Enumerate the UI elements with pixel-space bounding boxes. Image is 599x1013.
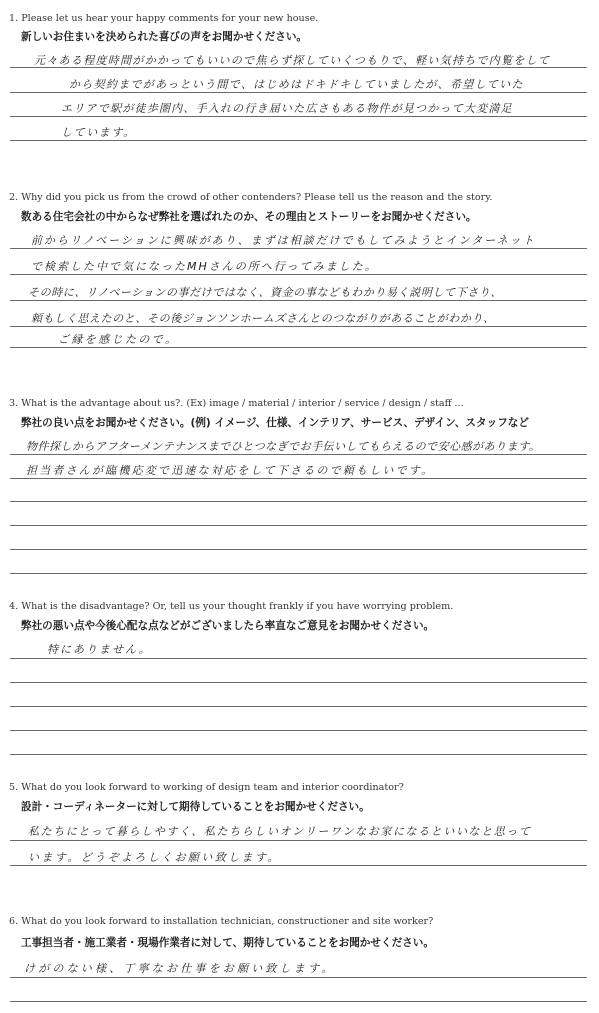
answer-4-line-1: 特にありません。 bbox=[47, 643, 152, 656]
ruled-line bbox=[10, 140, 587, 141]
answer-5-line-1: 私たちにとって暮らしやすく、私たちらしいオンリーワンなお家になるといいなと思って bbox=[28, 825, 532, 838]
answer-2-line-3: その時に、リノベーションの事だけではなく、資金の事などもわかり易く説明して下さり、 bbox=[28, 286, 503, 299]
question-6-japanese: 工事担当者・施工業者・現場作業者に対して、期待していることをお聞かせください。 bbox=[21, 937, 434, 949]
ruled-line bbox=[10, 478, 587, 479]
ruled-line bbox=[10, 300, 587, 301]
question-1-japanese: 新しいお住まいを決められた喜びの声をお聞かせください。 bbox=[21, 31, 308, 43]
answer-1-line-2: から契約までがあっという間で、はじめはドキドキしていましたが、希望していた bbox=[69, 78, 524, 91]
ruled-line bbox=[10, 549, 587, 550]
question-1-english: 1. Please let us hear your happy comments for your new house. bbox=[9, 13, 319, 24]
question-6-english: 6. What do you look forward to installation technician, constructioner and site worker? bbox=[9, 916, 434, 927]
question-4-japanese: 弊社の悪い点や今後心配な点などがございましたら率直なご意見をお聞かせください。 bbox=[21, 620, 435, 632]
answer-1-line-1: 元々ある程度時間がかかってもいいので焦らず探していくつもりで、軽い気持ちで内覧をして bbox=[34, 54, 551, 67]
ruled-line bbox=[10, 573, 587, 574]
ruled-line bbox=[10, 525, 587, 526]
ruled-line bbox=[10, 347, 587, 348]
question-3-english: 3. What is the advantage about us?. (Ex) image / material / interior / service / design / staff ... bbox=[9, 398, 464, 409]
ruled-line bbox=[10, 865, 587, 866]
ruled-line bbox=[10, 730, 587, 731]
ruled-line bbox=[10, 248, 587, 249]
ruled-line bbox=[10, 454, 587, 455]
ruled-line bbox=[10, 977, 587, 978]
ruled-line bbox=[10, 67, 587, 68]
ruled-line bbox=[10, 326, 587, 327]
answer-2-line-2: で検索した中で気になったMHさんの所へ行ってみました。 bbox=[31, 260, 378, 273]
ruled-line bbox=[10, 274, 587, 275]
answer-1-line-3: エリアで駅が徒歩圏内、手入れの行き届いた広さもある物件が見つかって大変満足 bbox=[61, 102, 513, 115]
answer-2-line-1: 前からリノベーションに興味があり、まずは相談だけでもしてみようとインターネット bbox=[31, 234, 536, 247]
ruled-line bbox=[10, 1001, 587, 1002]
question-5-japanese: 設計・コーディネーターに対して期待していることをお聞かせください。 bbox=[21, 801, 370, 813]
ruled-line bbox=[10, 840, 587, 841]
answer-1-line-4: しています。 bbox=[61, 126, 136, 139]
ruled-line bbox=[10, 754, 587, 755]
question-3-japanese: 弊社の良い点をお聞かせください。(例) イメージ、仕様、インテリア、サービス、デザイン、スタッフなど bbox=[21, 417, 529, 429]
answer-2-line-5: ご縁を感じたので。 bbox=[58, 333, 179, 346]
ruled-line bbox=[10, 501, 587, 502]
answer-3-line-1: 物件探しからアフターメンテナンスまでひとつなぎでお手伝いしてもらえるので安心感があります。 bbox=[26, 440, 541, 453]
question-5-english: 5. What do you look forward to working of design team and interior coordinator? bbox=[9, 782, 404, 793]
question-2-english: 2. Why did you pick us from the crowd of other contenders? Please tell us the reason and the story. bbox=[9, 192, 493, 203]
ruled-line bbox=[10, 682, 587, 683]
question-2-japanese: 数ある住宅会社の中からなぜ弊社を選ばれたのか、その理由とストーリーをお聞かせください。 bbox=[21, 211, 477, 223]
answer-3-line-2: 担当者さんが臨機応変で迅速な対応をして下さるので頼もしいです。 bbox=[26, 464, 435, 477]
answer-2-line-4: 頼もしく思えたのと、その後ジョンソンホームズさんとのつながりがあることがわかり、 bbox=[31, 312, 495, 325]
ruled-line bbox=[10, 658, 587, 659]
answer-5-line-2: います。どうぞよろしくお願い致します。 bbox=[28, 851, 281, 864]
question-4-english: 4. What is the disadvantage? Or, tell us your thought frankly if you have worrying problem. bbox=[9, 601, 454, 612]
ruled-line bbox=[10, 92, 587, 93]
ruled-line bbox=[10, 116, 587, 117]
answer-6-line-1: けがのない様、丁寧なお仕事をお願い致します。 bbox=[24, 962, 336, 975]
ruled-line bbox=[10, 706, 587, 707]
